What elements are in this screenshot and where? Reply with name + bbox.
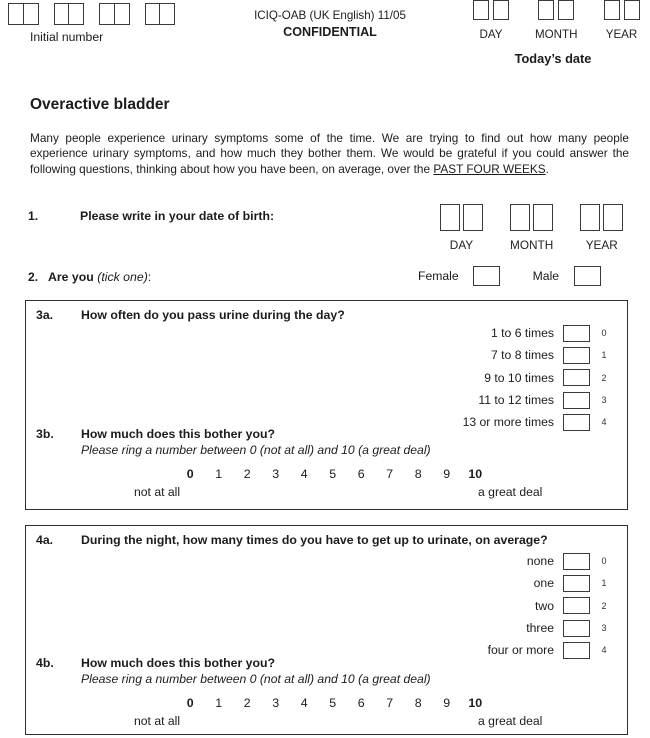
initial-number-box[interactable] (114, 3, 130, 25)
scale-number-9[interactable]: 9 (443, 696, 451, 710)
scale-number-10[interactable]: 10 (468, 467, 483, 481)
male-label: Male (532, 269, 560, 283)
scale-number-10[interactable]: 10 (468, 696, 483, 710)
option-score: 0 (601, 556, 607, 567)
option-checkbox[interactable] (563, 325, 590, 342)
q4a-options (354, 550, 614, 661)
option-checkbox[interactable] (563, 575, 590, 592)
scale-number-9[interactable]: 9 (443, 467, 451, 481)
question-4-section (25, 525, 628, 735)
scale-number-4[interactable]: 4 (300, 696, 308, 710)
q1-text: Please write in your date of birth: (80, 209, 275, 223)
q3b-number: 3b. (36, 427, 54, 441)
option-row (354, 639, 614, 661)
option-label: 7 to 8 times (491, 348, 554, 363)
option-checkbox[interactable] (563, 597, 590, 614)
scale-min-label: not at all (134, 485, 181, 499)
option-score: 2 (601, 372, 607, 383)
option-score: 1 (601, 350, 607, 361)
option-score: 3 (601, 623, 607, 634)
option-label: 13 or more times (462, 415, 554, 430)
option-row (354, 572, 614, 594)
form-code: ICIQ-OAB (UK English) 11/05 (254, 9, 406, 22)
form-header (225, 9, 435, 39)
intro-underlined-text: PAST FOUR WEEKS (433, 161, 546, 176)
option-score: 0 (601, 328, 607, 339)
scale-number-2[interactable]: 2 (243, 467, 251, 481)
scale-number-0[interactable]: 0 (186, 467, 194, 481)
option-label: none (526, 554, 554, 569)
todays-date-year-column (604, 0, 640, 41)
q4b-row (36, 656, 275, 670)
option-label: two (535, 598, 554, 613)
scale-number-1[interactable]: 1 (215, 696, 223, 710)
today-month-box[interactable] (558, 0, 574, 20)
q1-number: 1. (28, 209, 39, 223)
option-checkbox[interactable] (563, 392, 590, 409)
scale-number-7[interactable]: 7 (386, 696, 394, 710)
intro-paragraph (30, 131, 629, 177)
scale-number-5[interactable]: 5 (329, 467, 337, 481)
initial-number-pair (145, 3, 176, 25)
dob-year-box[interactable] (603, 204, 623, 231)
q4b-number: 4b. (36, 656, 54, 670)
initial-number-box[interactable] (159, 3, 175, 25)
q4b-instruction: Please ring a number between 0 (not at all) and 10 (a great deal) (81, 672, 431, 686)
option-checkbox[interactable] (563, 553, 590, 570)
option-row (354, 550, 614, 572)
male-checkbox[interactable] (574, 266, 601, 286)
option-checkbox[interactable] (563, 414, 590, 431)
scale-number-5[interactable]: 5 (329, 696, 337, 710)
scale-number-6[interactable]: 6 (357, 467, 365, 481)
initial-number-label: Initial number (30, 30, 104, 44)
q3a-question: How often do you pass urine during the day? (81, 308, 345, 322)
question-3-section (25, 300, 628, 510)
scale-number-0[interactable]: 0 (186, 696, 194, 710)
option-row (354, 617, 614, 639)
initial-number-boxes (8, 3, 175, 25)
scale-number-3[interactable]: 3 (272, 467, 280, 481)
dob-day-column (440, 204, 483, 252)
today-day-box[interactable] (493, 0, 509, 20)
initial-number-pair (99, 3, 130, 25)
dob-month-column (510, 204, 553, 252)
q2-text-bold: Are you (48, 270, 94, 284)
scale-number-6[interactable]: 6 (357, 696, 365, 710)
option-score: 4 (601, 645, 607, 656)
option-label: one (533, 576, 554, 591)
option-row (354, 389, 614, 411)
confidential-label: CONFIDENTIAL (283, 25, 377, 39)
today-year-box[interactable] (604, 0, 620, 20)
initial-number-box[interactable] (68, 3, 84, 25)
todays-date-boxes (473, 0, 640, 41)
option-checkbox[interactable] (563, 347, 590, 364)
scale-number-1[interactable]: 1 (215, 467, 223, 481)
q3b-instruction: Please ring a number between 0 (not at all) and 10 (a great deal) (81, 443, 431, 457)
scale-number-8[interactable]: 8 (414, 467, 422, 481)
q4b-rating-scale (176, 696, 490, 710)
dob-day-box[interactable] (440, 204, 460, 231)
q3b-row (36, 427, 275, 441)
scale-number-8[interactable]: 8 (414, 696, 422, 710)
scale-number-7[interactable]: 7 (386, 467, 394, 481)
option-label: 9 to 10 times (484, 370, 554, 385)
initial-number-box[interactable] (23, 3, 39, 25)
option-label: four or more (487, 643, 554, 658)
option-row (354, 367, 614, 389)
scale-number-4[interactable]: 4 (300, 467, 308, 481)
intro-text: Many people experience urinary symptoms some of the time. We are trying to find out how many people experience urinary symptoms, and how much they bother them. We would be grateful if you could answer the following questions, thinking about how you have been, on average, over the (30, 131, 629, 176)
q2-text-italic: (tick one) (97, 270, 148, 284)
intro-text-end: . (545, 161, 549, 176)
q2-answer-row (418, 266, 601, 286)
scale-max-label: a great deal (478, 714, 543, 728)
q2-text (48, 270, 151, 284)
dob-year-box[interactable] (580, 204, 600, 231)
scale-min-label: not at all (134, 714, 181, 728)
female-label: Female (418, 269, 459, 283)
scale-number-3[interactable]: 3 (272, 696, 280, 710)
initial-number-pair (8, 3, 39, 25)
option-score: 1 (601, 578, 607, 589)
option-label: 11 to 12 times (478, 393, 554, 408)
month-label: MONTH (535, 28, 578, 41)
q4a-number: 4a. (36, 533, 54, 547)
option-row (354, 344, 614, 366)
scale-number-2[interactable]: 2 (243, 696, 251, 710)
today-month-box[interactable] (538, 0, 554, 20)
option-row (354, 322, 614, 344)
dob-month-box[interactable] (510, 204, 530, 231)
option-score: 2 (601, 600, 607, 611)
dob-boxes (440, 204, 623, 252)
option-label: 1 to 6 times (491, 326, 554, 341)
dob-day-label: DAY (449, 238, 474, 252)
option-label: three (526, 621, 554, 636)
dob-year-column (580, 204, 623, 252)
q3b-question: How much does this bother you? (81, 427, 276, 441)
dob-month-box[interactable] (533, 204, 553, 231)
option-score: 4 (601, 417, 607, 428)
day-label: DAY (479, 28, 503, 41)
dob-month-label: MONTH (510, 238, 554, 252)
year-label: YEAR (605, 28, 638, 41)
q4a-question: During the night, how many times do you have to get up to urinate, on average? (81, 533, 548, 547)
today-day-box[interactable] (473, 0, 489, 20)
option-checkbox[interactable] (563, 620, 590, 637)
dob-year-label: YEAR (585, 238, 618, 252)
q3a-row (36, 308, 345, 322)
option-row (354, 595, 614, 617)
q2-text-colon: : (147, 270, 152, 284)
q2-number: 2. (28, 270, 39, 284)
q3a-options (354, 322, 614, 433)
option-checkbox[interactable] (563, 369, 590, 386)
q3a-number: 3a. (36, 308, 54, 322)
q3b-rating-scale (176, 467, 490, 481)
q4a-row (36, 533, 548, 547)
todays-date-label: Today’s date (514, 51, 592, 66)
scale-max-label: a great deal (478, 485, 543, 499)
dob-day-box[interactable] (463, 204, 483, 231)
page-title: Overactive bladder (30, 96, 170, 113)
option-checkbox[interactable] (563, 642, 590, 659)
q4b-question: How much does this bother you? (81, 656, 276, 670)
option-score: 3 (601, 395, 607, 406)
option-row (354, 411, 614, 433)
today-year-box[interactable] (624, 0, 640, 20)
female-checkbox[interactable] (473, 266, 500, 286)
todays-date-month-column (535, 0, 578, 41)
todays-date-day-column (473, 0, 509, 41)
initial-number-pair (54, 3, 85, 25)
